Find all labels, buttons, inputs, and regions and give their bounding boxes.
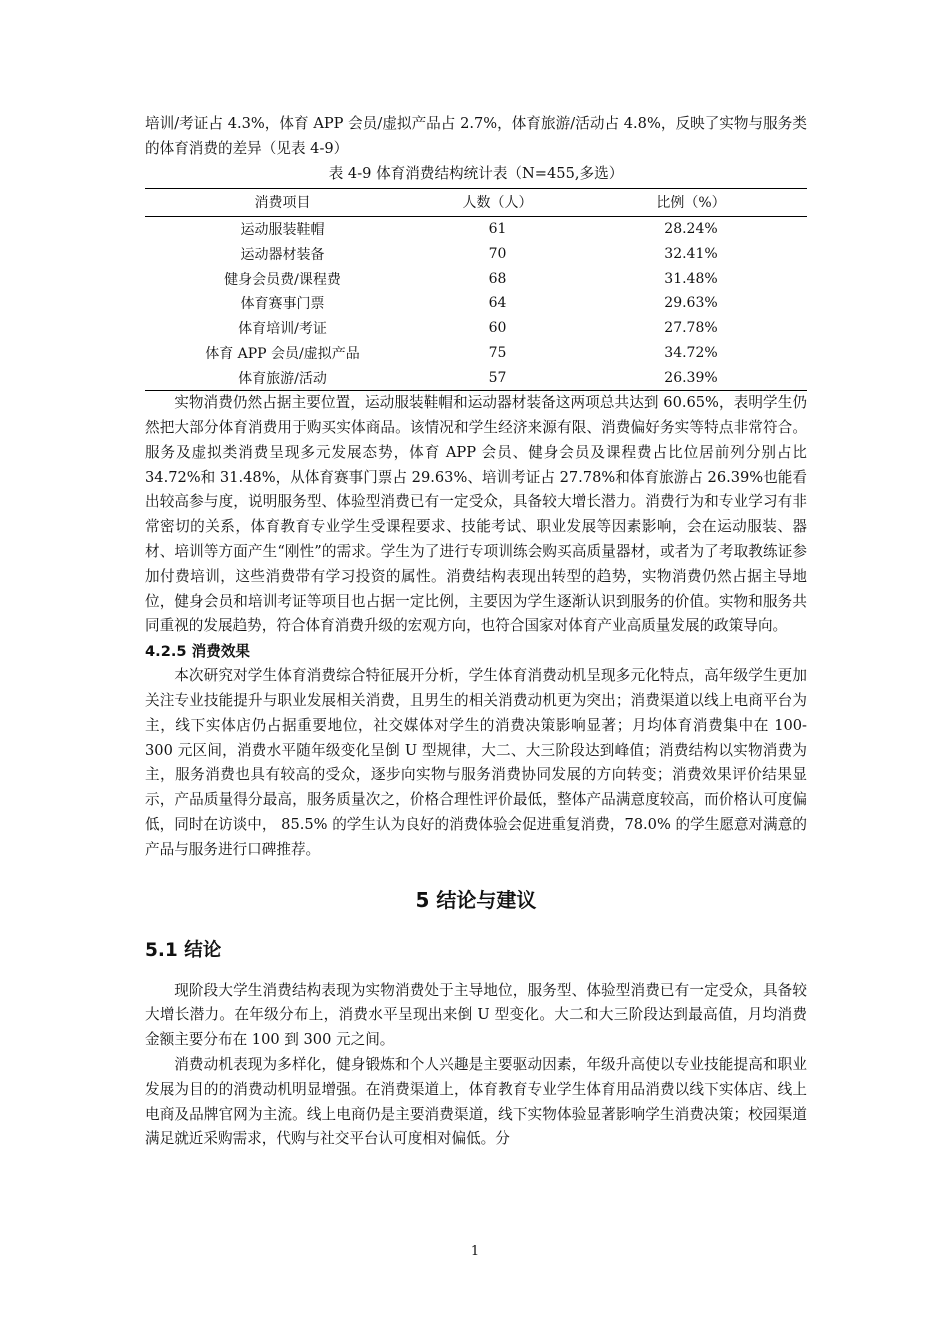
- table-cell: 体育培训/考证: [238, 321, 327, 338]
- table-cell: 体育赛事门票: [240, 296, 325, 313]
- column-header: 消费项目: [145, 188, 420, 216]
- table-cell: 运动服装鞋帽: [240, 221, 325, 238]
- table-cell: 61: [488, 220, 507, 237]
- table-cell: 26.39%: [575, 365, 807, 390]
- table-cell: 32.41%: [664, 245, 718, 262]
- table-header-row: [145, 188, 807, 216]
- table-row: [145, 316, 807, 341]
- table-row: [145, 266, 807, 291]
- conclusion-paragraph: 现阶段大学生消费结构表现为实物消费处于主导地位，服务型、体验型消费已有一定受众，具备较大增长潜力。在年级分布上，消费水平呈现出来倒 U 型变化。大二和大三阶段达到最高值，月均消费金额主要分布在 100 到 300 元之间。: [145, 981, 807, 1049]
- table-cell: 健身会员费/课程费: [224, 271, 341, 288]
- table-cell: 70: [488, 245, 507, 262]
- table-cell: 60: [488, 320, 507, 337]
- consumption-structure-table: [145, 188, 807, 392]
- document-page: [145, 112, 807, 1152]
- intro-paragraph: 培训/考证占 4.3%，体育 APP 会员/虚拟产品占 2.7%，体育旅游/活动占 4.8%，反映了实物与服务类的体育消费的差异（见表 4-9）: [145, 115, 807, 157]
- table-cell: 31.48%: [664, 270, 718, 287]
- table-cell: 27.78%: [664, 320, 718, 337]
- conclusion-paragraph: 消费动机表现为多样化，健身锻炼和个人兴趣是主要驱动因素，年级升高使以专业技能提高和职业发展为目的的消费动机明显增强。在消费渠道上，体育教育专业学生体育用品消费以线下实体店、线上电商及品牌官网为主流。线上电商仍是主要消费渠道，线下实物体验显著影响学生消费决策；校园渠道满足就近采购需求，代购与社交平台认可度相对偏低。分: [145, 1055, 807, 1148]
- table-row: [145, 341, 807, 366]
- section-4-2-5-paragraph: 本次研究对学生体育消费综合特征展开分析，学生体育消费动机呈现多元化特点，高年级学生更加关注专业技能提升与职业发展相关消费，且男生的相关消费动机更为突出；消费渠道以线上电商平台为主，线下实体店仍占据重要地位，社交媒体对学生的消费决策影响显著；月均体育消费集中在 100-300 元区间，消费水平随年级变化呈倒 U 型规律，大二、大三阶段达到峰值；消费结构以实物消费为主，服务消费也具有较高的受众，逐步向实物与服务消费协同发展的方向转变；消费效果评价结果显示，产品质量得分最高，服务质量次之，价格合理性评价最低，整体产品满意度较高，而价格认可度偏低，同时在访谈中， 85.5% 的学生认为良好的消费体验会促进重复消费，78.0% 的学生愿意对满意的产品与服务进行口碑推荐。: [145, 667, 807, 858]
- table-cell: 体育旅游/活动: [145, 365, 420, 390]
- table-cell: 64: [488, 295, 507, 312]
- table-row: [145, 216, 807, 241]
- column-header: 人数（人）: [420, 188, 575, 216]
- table-row: [145, 365, 807, 390]
- section-heading-5-1: 5.1 结论: [145, 939, 222, 961]
- table-cell: 运动器材装备: [240, 246, 325, 263]
- section-heading-4-2-5: 4.2.5 消费效果: [145, 643, 251, 661]
- table-cell: 体育 APP 会员/虚拟产品: [205, 345, 360, 362]
- analysis-paragraph: 实物消费仍然占据主要位置，运动服装鞋帽和运动器材装备这两项总共达到 60.65%，表明学生仍然把大部分体育消费用于购买实体商品。该情况和学生经济来源有限、消费偏好务实等特点非常符合。服务及虚拟类消费呈现多元发展态势，体育 APP 会员、健身会员及课程费占比位居前列分别占比 34.72%和 31.48%，从体育赛事门票占 29.63%、培训考证占 27.78%和体育旅游占 26.39%也能看出较高参与度，说明服务型、体验型消费已有一定受众，具备较大增长潜力。消费行为和专业学习有非常密切的关系，体育教育专业学生受课程要求、技能考试、职业发展等因素影响，会在运动服装、器材、培训等方面产生“刚性”的需求。学生为了进行专项训练会购买高质量器材，或者为了考取教练证参加付费培训，这些消费带有学习投资的属性。消费结构表现出转型的趋势，实物消费仍然占据主导地位，健身会员和培训考证等项目也占据一定比例，主要因为学生逐渐认识到服务的价值。实物和服务共同重视的发展趋势，符合体育消费升级的宏观方向，也符合国家对体育产业高质量发展的政策导向。: [145, 394, 807, 635]
- table-cell: 28.24%: [664, 220, 718, 237]
- table-caption: 表 4-9 体育消费结构统计表（N=455,多选）: [328, 164, 624, 182]
- table-cell: 68: [488, 270, 507, 287]
- table-cell: 75: [488, 344, 507, 361]
- table-cell: 57: [420, 365, 575, 390]
- chapter-heading: 5 结论与建议: [415, 887, 537, 912]
- page-number: 1: [470, 1244, 480, 1259]
- table-row: [145, 241, 807, 266]
- table-row: [145, 291, 807, 316]
- table-cell: 34.72%: [664, 344, 718, 361]
- table-cell: 29.63%: [664, 295, 718, 312]
- column-header: 比例（%）: [575, 188, 807, 216]
